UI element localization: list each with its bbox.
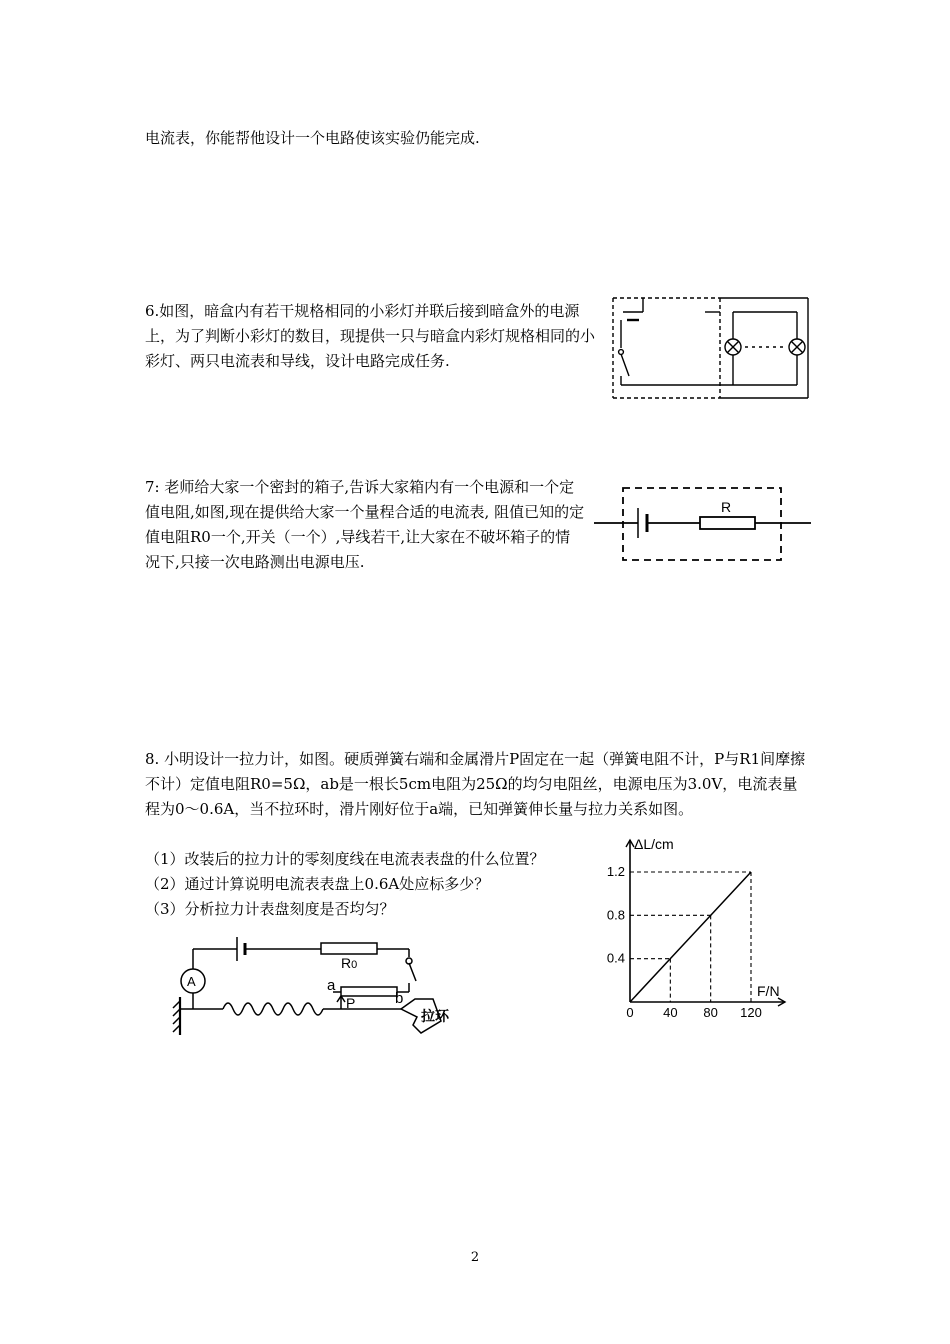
q8-subquestion-2: （2）通过计算说明电流表表盘上0.6A处应标多少？ bbox=[145, 875, 490, 893]
q8-r0-letter: R bbox=[341, 955, 352, 971]
q8-subquestion-1: （1）改装后的拉力计的零刻度线在电流表表盘的什么位置？ bbox=[145, 850, 545, 868]
q8-r0-subscript: 0 bbox=[351, 959, 358, 971]
x-tick-label: 40 bbox=[663, 1005, 678, 1020]
data-line bbox=[630, 872, 751, 1002]
x-tick-label: 120 bbox=[740, 1005, 762, 1020]
q8-ring-label: 拉环 bbox=[421, 1008, 449, 1024]
q8-ammeter-label: A bbox=[187, 974, 196, 989]
q8-end-a-label: a bbox=[327, 977, 336, 994]
x-tick-label: 80 bbox=[703, 1005, 718, 1020]
q8-text: 8. 小明设计一拉力计，如图。硬质弹簧右端和金属滑片P固定在一起（弹簧电阻不计，P与R1间摩擦不计）定值电阻R0=5Ω，ab是一根长5cm电阻为25Ω的均匀电阻丝，电源电压为3.0V，电流表量程为0～0.6A，当不拉环时，滑片刚好位于a端，已知弹簧伸长量与拉力关系如图。 bbox=[145, 750, 806, 818]
q8-circuit-diagram bbox=[165, 925, 475, 1040]
page-number: 2 bbox=[470, 1250, 480, 1265]
x-tick-label: 0 bbox=[626, 1005, 634, 1020]
y-tick-label: 0.8 bbox=[606, 907, 625, 923]
q8-extension-force-chart bbox=[595, 830, 810, 1020]
y-tick-label: 0.4 bbox=[606, 950, 625, 966]
x-axis-label: F/N bbox=[757, 983, 780, 999]
q5-text-tail: 电流表，你能帮他设计一个电路使该实验仍能完成. bbox=[145, 129, 480, 147]
q7-text: 7: 老师给大家一个密封的箱子,告诉大家箱内有一个电源和一个定值电阻,如图,现在提供给大家一个量程合适的电流表, 阻值已知的定值电阻R0一个,开关（一个）,导线若干,让大家在不破坏箱子的情况下,只接一次电路测出电源电压. bbox=[145, 478, 585, 571]
q8-subquestion-3: （3）分析拉力计表盘刻度是否均匀？ bbox=[145, 900, 395, 918]
q8-slider-label: P bbox=[346, 995, 356, 1011]
q7-resistor-label: R bbox=[721, 499, 732, 515]
q6-dark-box-diagram bbox=[605, 290, 815, 405]
y-axis-label: ΔL/cm bbox=[634, 836, 674, 852]
q8-r0-label bbox=[341, 955, 357, 971]
y-tick-label: 1.2 bbox=[606, 864, 625, 879]
q6-text: 6.如图，暗盒内有若干规格相同的小彩灯并联后接到暗盒外的电源上，为了判断小彩灯的数目，现提供一只与暗盒内彩灯规格相同的小彩灯、两只电流表和导线，设计电路完成任务. bbox=[145, 302, 596, 370]
q8-end-b-label: b bbox=[395, 990, 404, 1007]
q7-sealed-box-diagram bbox=[590, 480, 815, 570]
